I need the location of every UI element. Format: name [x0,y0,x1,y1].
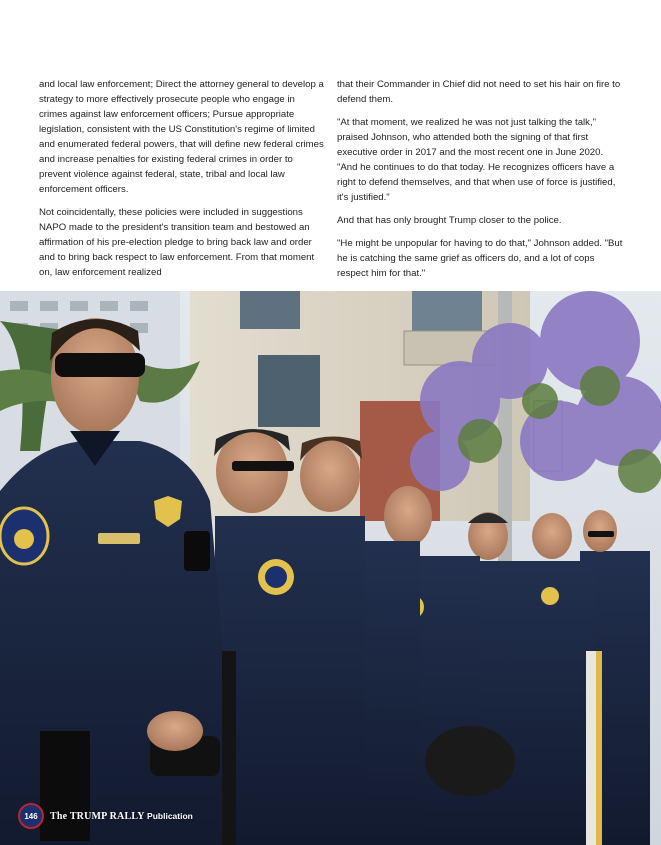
brand-prefix: The [50,810,68,822]
article-paragraph: "He might be unpopular for having to do that," Johnson added. "But he is catching the same grief as officers do, and a lot of cops respect him for that." [337,238,623,279]
article-paragraph: and local law enforcement; Direct the attorney general to develop a strategy to more effectively prosecute people who engage in crimes against law enforcement officers; Pursue appropriate legislation, consistent with the US Constitution's regime of limited and enumerated federal powers, that will define new federal crimes and increase penalties for existing federal crimes in order to prevent violence against federal, state, tribal and local law enforcement officers. [39,79,324,195]
police-line-photo [0,291,661,845]
article-paragraph: Not coincidentally, these policies were included in suggestions NAPO made to the president's transition team and bestowed an affirmation of his pre-election pledge to bring back law and order and to bring back respect to law enforcement. From that moment on, law enforcement realized [39,207,315,278]
article-left-column [39,77,325,288]
brand-suffix: Publication [147,810,193,821]
brand-name: TRUMP RALLY [69,810,145,822]
publication-brand [50,811,193,822]
page-footer [18,803,193,829]
article-right-column [337,77,623,289]
page-number: 146 [18,803,44,829]
article-paragraph: that their Commander in Chief did not need to set his hair on fire to defend them. [337,79,621,105]
article-paragraph: "At that moment, we realized he was not just talking the talk," praised Johnson, who attended both the signing of that first executive order in 2017 and the most recent one in June 2020. "And he continues to do that today. He recognizes officers have a right to defend themselves, and that when use of force is justified, it's justified." [337,117,616,203]
article-paragraph: And that has only brought Trump closer to the police. [337,215,562,226]
